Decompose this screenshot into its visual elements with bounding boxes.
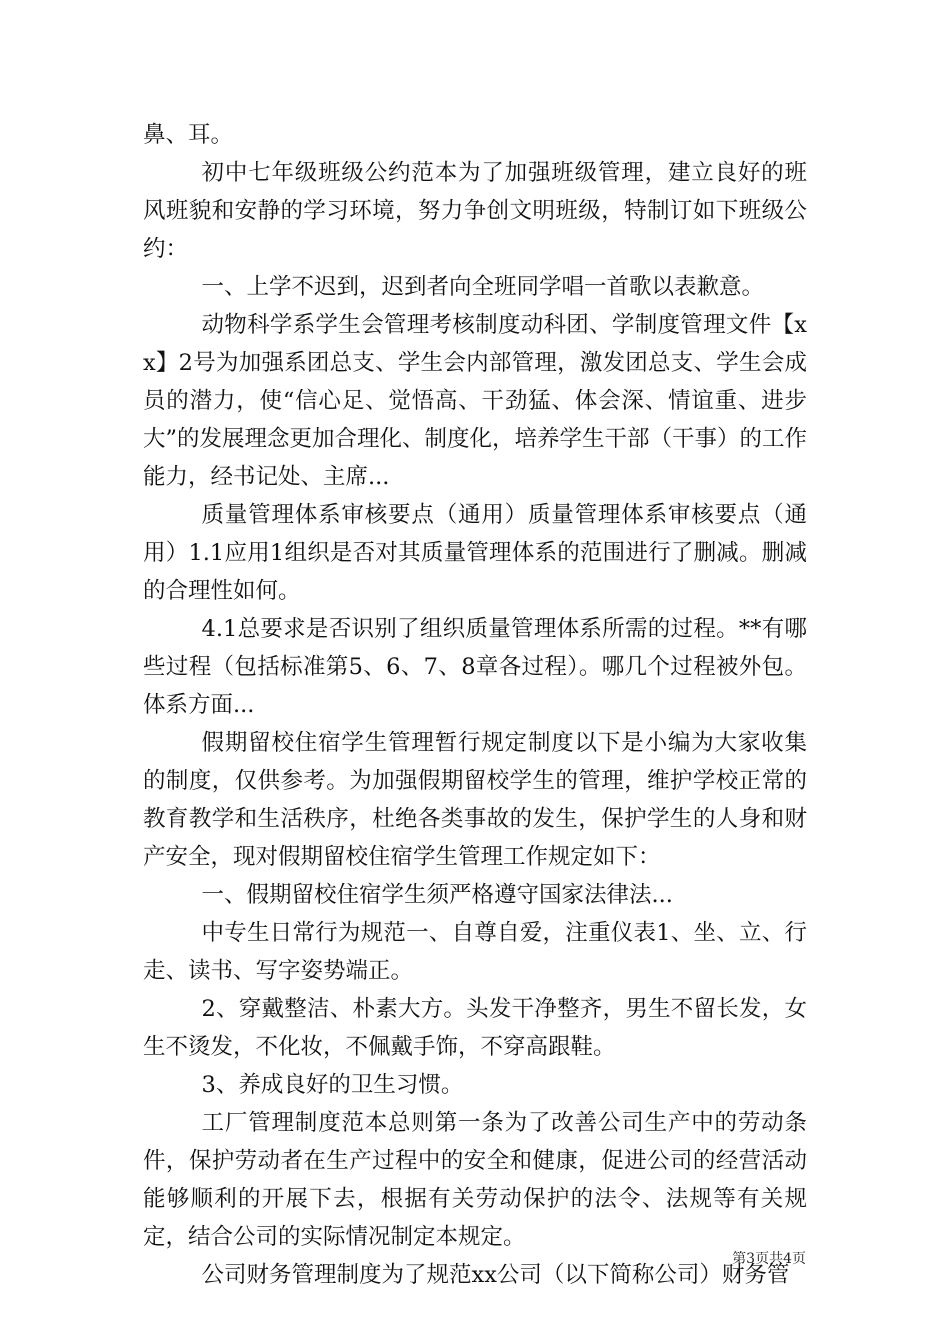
- paragraph: 工厂管理制度范本总则第一条为了改善公司生产中的劳动条件，保护劳动者在生产过程中的安全和健康，促进公司的经营活动能够顺利的开展下去，根据有关劳动保护的法令、法规等有关规定，结合公司的实际情况制定本规定。: [143, 1110, 807, 1250]
- paragraph: 质量管理体系审核要点（通用）质量管理体系审核要点（通用）1.1应用1组织是否对其质量管理体系的范围进行了删减。删减的合理性如何。: [143, 502, 807, 604]
- paragraph: 初中七年级班级公约范本为了加强班级管理，建立良好的班风班貌和安静的学习环境，努力争创文明班级，特制订如下班级公约：: [143, 160, 807, 262]
- paragraph: 4.1总要求是否识别了组织质量管理体系所需的过程。**有哪些过程（包括标准第5、6、7、8章各过程）。哪几个过程被外包。体系方面...: [143, 616, 807, 718]
- paragraph-continuation: 鼻、耳。: [143, 122, 234, 148]
- paragraph: 3、养成良好的卫生习惯。: [201, 1072, 464, 1098]
- page-number: 第3页共4页: [732, 1251, 806, 1267]
- paragraph: 中专生日常行为规范一、自尊自爱，注重仪表1、坐、立、行走、读书、写字姿势端正。: [143, 920, 807, 984]
- document-body: [143, 116, 807, 1294]
- paragraph: 一、假期留校住宿学生须严格遵守国家法律法...: [201, 882, 673, 908]
- paragraph: 动物科学系学生会管理考核制度动科团、学制度管理文件【xx】2号为加强系团总支、学生会内部管理，激发团总支、学生会成员的潜力，使“信心足、觉悟高、干劲猛、体会深、情谊重、进步大”的发展理念更加合理化、制度化，培养学生干部（干事）的工作能力，经书记处、主席...: [143, 312, 808, 490]
- paragraph: 假期留校住宿学生管理暂行规定制度以下是小编为大家收集的制度，仅供参考。为加强假期留校学生的管理，维护学校正常的教育教学和生活秩序，杜绝各类事故的发生，保护学生的人身和财产安全，现对假期留校住宿学生管理工作规定如下：: [143, 730, 807, 870]
- paragraph: 公司财务管理制度为了规范xx公司（以下简称公司）财务管: [201, 1262, 790, 1288]
- paragraph: 2、穿戴整洁、朴素大方。头发干净整齐，男生不留长发，女生不烫发，不化妆，不佩戴手饰，不穿高跟鞋。: [143, 996, 807, 1060]
- paragraph: 一、上学不迟到，迟到者向全班同学唱一首歌以表歉意。: [201, 274, 765, 300]
